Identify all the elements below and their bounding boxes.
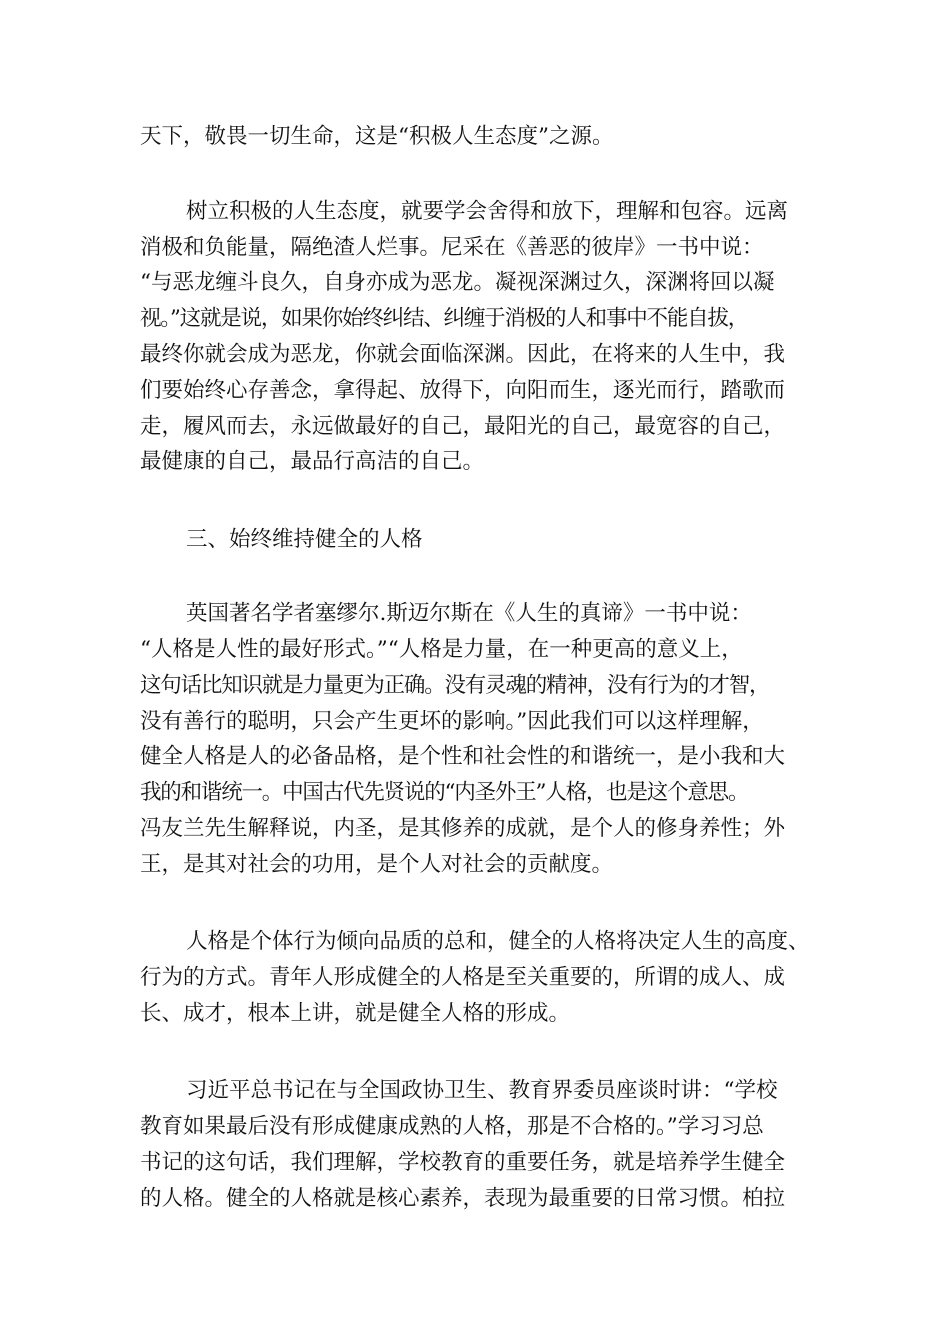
section-heading: 三、始终维持健全的人格 xyxy=(186,527,423,552)
text-line: 视。”这就是说，如果你始终纠结、纠缠于消极的人和事中不能自拔， xyxy=(140,306,749,331)
text-line: 走，履风而去，永远做最好的自己，最阳光的自己，最宽容的自己， xyxy=(140,414,786,439)
text-line: 树立积极的人生态度，就要学会舍得和放下，理解和包容。远离 xyxy=(186,199,789,224)
text-line: 我的和谐统一。中国古代先贤说的“内圣外王”人格，也是这个意思。 xyxy=(140,780,749,805)
text-line: “与恶龙缠斗良久，自身亦成为恶龙。凝视深渊过久，深渊将回以凝 xyxy=(140,270,775,295)
text-line: 教育如果最后没有形成健康成熟的人格，那是不合格的。”学习习总 xyxy=(140,1114,764,1139)
text-line: 冯友兰先生解释说，内圣，是其修养的成就，是个人的修身养性；外 xyxy=(140,816,786,841)
text-line: 行为的方式。青年人形成健全的人格是至关重要的，所谓的成人、成 xyxy=(140,965,786,990)
text-line: 天下，敬畏一切生命，这是“积极人生态度”之源。 xyxy=(140,124,614,149)
text-line: 们要始终心存善念，拿得起、放得下，向阳而生，逐光而行，踏歌而 xyxy=(140,378,786,403)
text-line: 长、成才，根本上讲，就是健全人格的形成。 xyxy=(140,1001,571,1026)
text-line: 最终你就会成为恶龙，你就会面临深渊。因此，在将来的人生中，我 xyxy=(140,342,786,367)
text-line: 没有善行的聪明，只会产生更坏的影响。”因此我们可以这样理解， xyxy=(140,709,764,734)
text-line: 健全人格是人的必备品格，是个性和社会性的和谐统一，是小我和大 xyxy=(140,744,786,769)
text-line: 消极和负能量，隔绝渣人烂事。尼采在《善恶的彼岸》一书中说： xyxy=(140,235,764,260)
text-line: 书记的这句话，我们理解，学校教育的重要任务，就是培养学生健全 xyxy=(140,1150,786,1175)
text-line: 习近平总书记在与全国政协卫生、教育界委员座谈时讲：“学校 xyxy=(186,1078,778,1103)
text-line: 王，是其对社会的功用，是个人对社会的贡献度。 xyxy=(140,852,614,877)
text-line: 英国著名学者塞缪尔.斯迈尔斯在《人生的真谛》一书中说： xyxy=(186,601,752,626)
text-line: “人格是人性的最好形式。”“人格是力量，在一种更高的意义上， xyxy=(140,637,743,662)
text-line: 的人格。健全的人格就是核心素养，表现为最重要的日常习惯。柏拉 xyxy=(140,1186,786,1211)
text-line: 最健康的自己，最品行高洁的自己。 xyxy=(140,449,485,474)
text-line: 这句话比知识就是力量更为正确。没有灵魂的精神，没有行为的才智， xyxy=(140,673,770,698)
text-line: 人格是个体行为倾向品质的总和，健全的人格将决定人生的高度、 xyxy=(186,929,810,954)
